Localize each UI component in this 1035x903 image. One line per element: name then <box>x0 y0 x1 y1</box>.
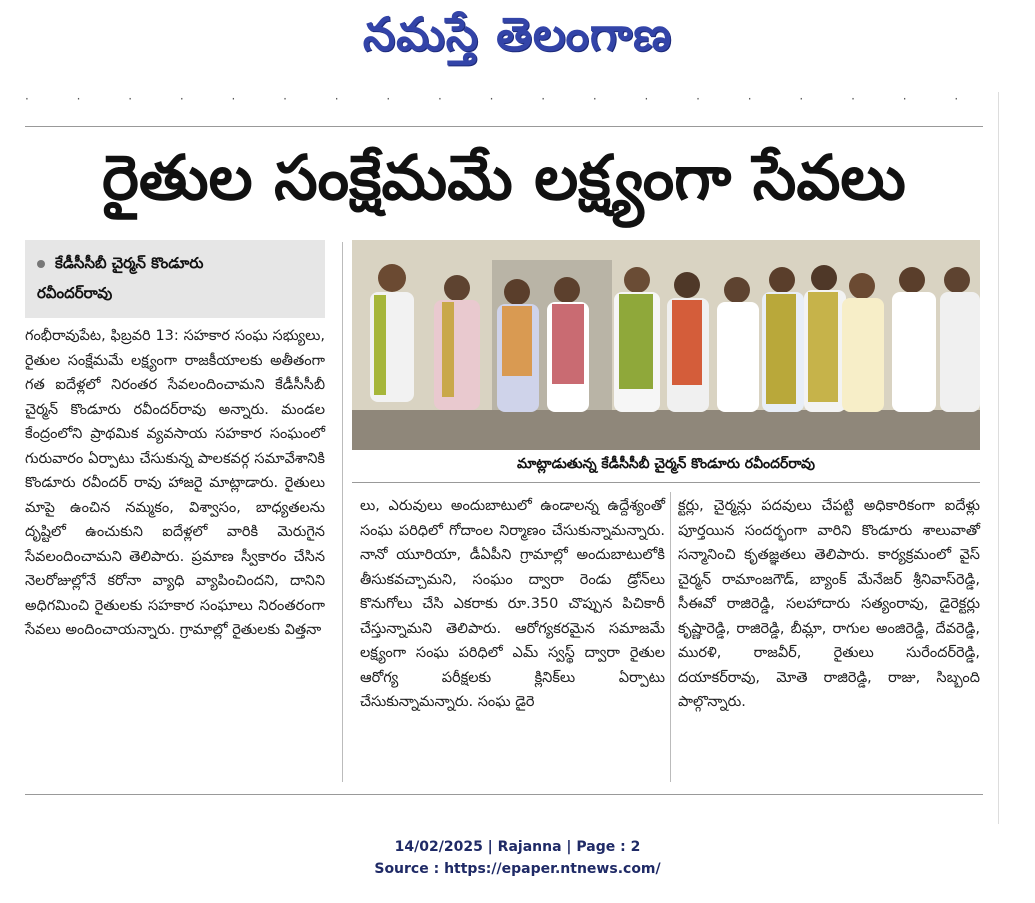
column-3-text: క్టర్లు, చైర్మన్లు పదవులు చేపట్టి అధికారికంగా ఐదేళ్లు పూర్తయిన సందర్భంగా వారిని కొండూరు శాలువాతో సన్మానించి కృతజ్ఞతలు తెలిపారు. కార్యక్రమంలో వైస్ చైర్మన్ రామాంజగౌడ్, బ్యాంక్ మేనేజర్ శ్రీనివాస్‌రెడ్డి, సీఈవో రాజిరెడ్డి, సలహాదారు సత్యంరావు, డైరెక్టర్లు కృష్ణారెడ్డి, రాజిరెడ్డి, బీమ్లా, రాగుల అంజిరెడ్డి, దేవరెడ్డి, మురళి, రాజవీర్, రైతులు సురేందర్‌రెడ్డి, దయాకర్‌రావు, మోతె రాజిరెడ్డి, రాజు, సిబ్బంది పాల్గొన్నారు. <box>678 498 980 710</box>
photo-caption: మాట్లాడుతున్న కేడీసీసీబీ చైర్మన్ కొండూరు రవీందర్‌రావు <box>517 455 815 472</box>
column-separator <box>670 492 671 782</box>
cut-off-previous-text: · · · · · · · · · · · · · · · · · · · <box>25 92 981 106</box>
page-edge-separator <box>998 92 999 824</box>
article-column-1 <box>25 324 325 643</box>
kicker-line-1: కేడీసీసీబీ చైర్మన్ కొండూరు <box>55 254 204 272</box>
article-column-3 <box>678 494 980 715</box>
column-2-text: లు, ఎరువులు అందుబాటులో ఉండాలన్న ఉద్దేశ్యంతో సంఘ పరిధిలో గోదాంల నిర్మాణం చేసుకున్నామన్నారు. నానో యూరియా, డీఏపీని గ్రామాల్లో అందుబాటులోకి తీసుకవచ్చామని, సంఘం ద్వారా రెండు డ్రోన్‌లు కొనుగోలు చేసి ఎకరాకు రూ.350 చొప్పున పిచికారీ చేస్తున్నామని తెలిపారు. ఆరోగ్యకరమైన సమాజమే లక్ష్యంగా సంఘ పరిధిలో ఎమ్ స్వస్థ్ ద్వారా రైతుల ఆరోగ్య పరీక్షలకు క్లినిక్‌లు ఏర్పాటు చేసుకున్నామన్నారు. సంఘ డైరె <box>360 498 665 710</box>
article-kicker <box>25 240 325 318</box>
masthead <box>0 0 1035 80</box>
masthead-title: నమస్తే తెలంగాణ <box>362 7 673 61</box>
bullet-icon <box>37 260 45 268</box>
top-divider <box>25 126 983 127</box>
article-clipping <box>0 92 1035 824</box>
article-column-2 <box>360 494 665 715</box>
article-photo <box>352 240 980 450</box>
kicker-line-2: రవీందర్‌రావు <box>37 284 113 302</box>
footer-date-edition: 14/02/2025 | Rajanna | Page : 2 <box>394 839 641 855</box>
page-footer <box>0 836 1035 880</box>
caption-divider <box>352 482 980 483</box>
column-1-text: గంభీరావుపేట, ఫిబ్రవరి 13: సహకార సంఘ సభ్యులు, రైతుల సంక్షేమమే లక్ష్యంగా రాజకీయాలకు అతీతంగా గత ఐదేళ్లలో నిరంతర సేవలందించామని కేడీసీసీబీ చైర్మన్ కొండూరు రవీందర్‌రావు అన్నారు. మండల కేంద్రంలోని ప్రాథమిక వ్యవసాయ సహకార సంఘంలో గురువారం ఏర్పాటు చేసుకున్న పాలకవర్గ సమావేశానికి కొండూరు రవీందర్ రావు హాజరై మాట్లాడారు. రైతులు మాపై ఉంచిన నమ్మకం, విశ్వాసం, బాధ్యతలను దృష్టిలో ఉంచుకుని ఐదేళ్లలో వారికి మెరుగైన సేవలందించామని తెలిపారు. ప్రమాణ స్వీకారం చేసిన నెలరోజుల్లోనే కరోనా వ్యాధి వ్యాపించిందని, దానిని అధిగమించి రైతులకు సహకార సంఘాలు నిరంతరంగా సేవలు అందించాయన్నారు. గ్రామాల్లో రైతులకు విత్తనా <box>25 328 325 638</box>
article-headline: రైతుల సంక్షేమమే లక్ష్యంగా సేవలు <box>102 141 906 214</box>
bottom-divider <box>25 794 983 795</box>
column-separator <box>342 242 343 782</box>
footer-source-link[interactable]: Source : https://epaper.ntnews.com/ <box>374 861 661 877</box>
